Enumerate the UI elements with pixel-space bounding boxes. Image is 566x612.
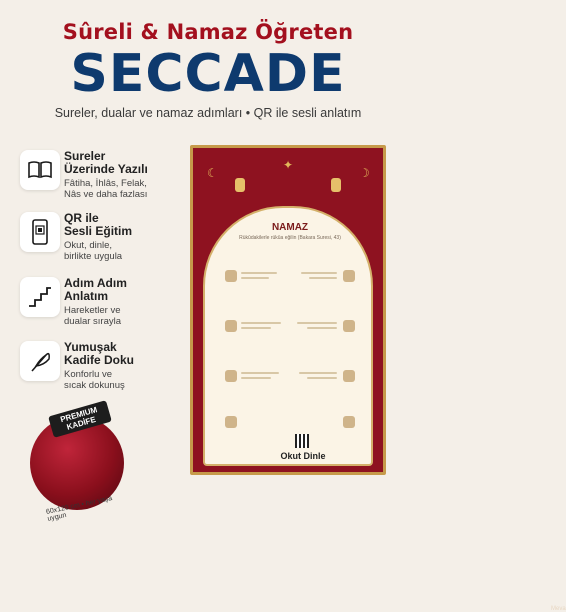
feature-2-title: QR ile Sesli Eğitim (64, 211, 133, 238)
text-line (297, 322, 337, 324)
stairs-icon (20, 277, 60, 317)
feature-4 (20, 341, 190, 405)
feature-4-title: Yumuşak Kadife Doku (64, 340, 135, 367)
feature-3-desc: Hareketler ve dualar sırayla (64, 305, 122, 327)
text-line (241, 322, 281, 324)
rug-author: Meva (551, 606, 566, 612)
text-line (301, 272, 337, 274)
feature-2-desc: Okut, dinle, birlikte uygula (64, 240, 123, 262)
feature-2 (20, 212, 190, 276)
velvet-badge (22, 405, 132, 523)
step-figure (225, 270, 237, 282)
rug-subtitle: Rükûdakilerle rükûa eğilin (Bakara Suresi, 43) (239, 235, 341, 241)
text-line (299, 372, 337, 374)
listen-label: Okut Dinle (280, 451, 326, 461)
text-line (241, 277, 269, 279)
step-figure (343, 370, 355, 382)
feature-1-title: Sureler Üzerinde Yazılı (64, 149, 148, 176)
step-figure (225, 416, 237, 428)
qr-phone-icon (20, 212, 60, 252)
qr-code[interactable] (295, 434, 309, 448)
lantern-icon (235, 178, 245, 192)
text-line (241, 377, 271, 379)
lantern-icon (331, 178, 341, 192)
star-icon: ✦ (283, 158, 294, 172)
book-icon (20, 150, 60, 190)
badge-banner: PREMIUM KADİFE (48, 400, 112, 438)
step-figure (343, 320, 355, 332)
feature-1-desc: Fâtiha, İhlâs, Felak, Nâs ve daha fazlası (64, 178, 148, 200)
step-figure (225, 320, 237, 332)
feature-4-desc: Konforlu ve sıcak dokunuş (64, 369, 125, 391)
feather-icon (20, 341, 60, 381)
header-top: Sûreli & Namaz Öğreten (62, 20, 354, 44)
text-line (241, 327, 271, 329)
header-subtitle: Sureler, dualar ve namaz adımları • QR ile sesli anlatım (54, 106, 362, 120)
step-figure (343, 416, 355, 428)
header-main: SECCADE (70, 44, 346, 104)
text-line (307, 377, 337, 379)
text-line (241, 272, 277, 274)
rug-title: NAMAZ (271, 222, 309, 233)
feature-3-title: Adım Adım Anlatım (64, 276, 127, 303)
crescent-icon: ☾ (207, 166, 218, 180)
text-line (309, 277, 337, 279)
text-line (307, 327, 337, 329)
text-line (241, 372, 279, 374)
step-figure (225, 370, 237, 382)
step-figure (343, 270, 355, 282)
feature-1 (20, 150, 190, 214)
rug-panel (203, 206, 373, 466)
badge-size: 60x120 cm • her yaşa uygun (45, 495, 113, 523)
crescent-icon: ☽ (359, 166, 370, 180)
feature-3 (20, 277, 190, 341)
prayer-rug (190, 145, 566, 612)
